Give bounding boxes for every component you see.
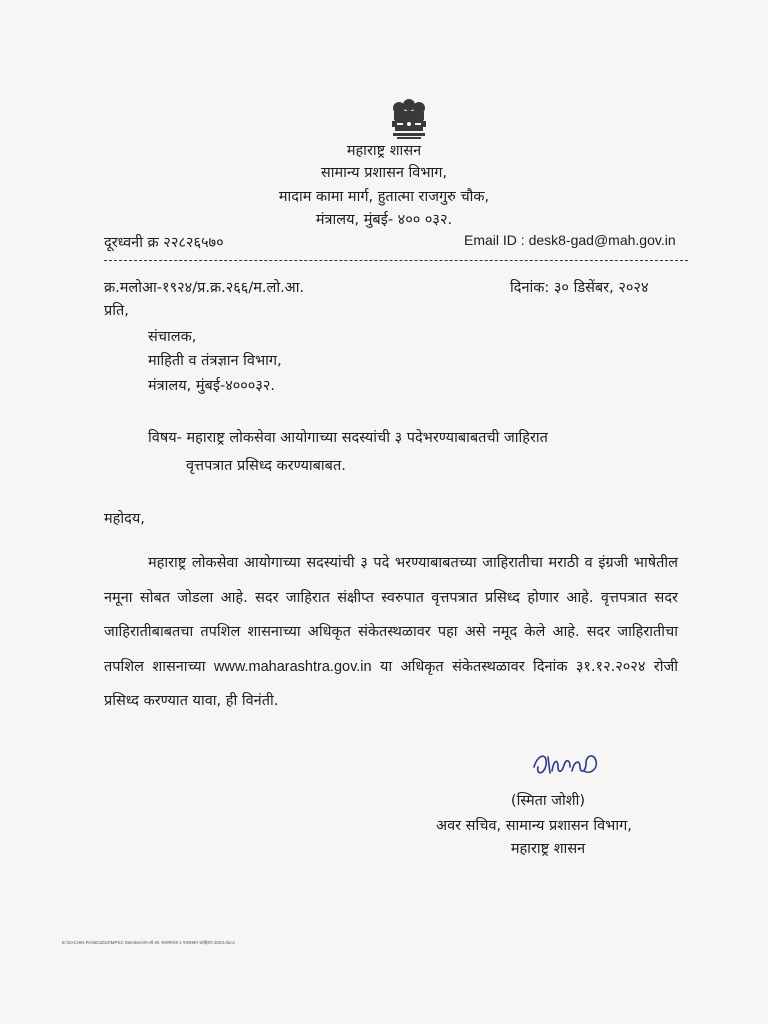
header-divider (104, 260, 688, 261)
state-emblem-icon (385, 96, 433, 142)
to-label: प्रति, (104, 303, 129, 319)
letterhead-city: मंत्रालय, मुंबई- ४०० ०३२. (315, 212, 453, 228)
letterhead-address: मादाम कामा मार्ग, हुतात्मा राजगुरु चौक, (278, 189, 490, 205)
signatory-name: (स्मिता जोशी) (510, 793, 586, 809)
body-paragraph (104, 546, 678, 719)
recipient-department: माहिती व तंत्रज्ञान विभाग, (148, 353, 282, 369)
email-address: desk8-gad@mah.gov.in (528, 232, 676, 248)
salutation: महोदय, (104, 511, 145, 527)
email-line (464, 232, 676, 248)
handwritten-signature (528, 745, 606, 783)
letterhead-department: सामान्य प्रशासन विभाग, (320, 165, 448, 181)
email-label: Email ID : (464, 232, 529, 248)
body-text-part1: महाराष्ट्र लोकसेवा आयोगाच्या सदस्यांची ३ पदे भरण्याबाबतच्या जाहिरातीचा मराठी व इंग्रजी भाषेतील नमूना सोबत जोडला आहे. सदर जाहिरात संक्षीप्त स्वरुपात वृत्तपत्रात प्रसिध्द होणार आहे. वृत्तपत्रात सदर जाहिरातीबाबतचा तपशिल शासनाच्या अधिकृत संकेतस्थळावर पहा असे नमूद केले आहे. सदर जाहिरातीचा तपशिल शासनाच्या (104, 555, 678, 675)
file-path-footer: E:\SACHIN RANE\2024\MPSC Members\म.लो.आ. सदस्यांच्या ३ पदाबाबत जाहिरात 2024.docx (62, 940, 235, 945)
recipient-title: संचालक, (148, 329, 197, 345)
signatory-office: महाराष्ट्र शासन (510, 841, 586, 857)
letterhead-government: महाराष्ट्र शासन (346, 143, 422, 159)
reference-number: क्र.मलोआ-१९२४/प्र.क्र.२६६/म.लो.आ. (104, 280, 305, 296)
signatory-designation: अवर सचिव, सामान्य प्रशासन विभाग, (436, 818, 632, 834)
phone-number: दूरध्वनी क्र २२८२६५७० (104, 235, 224, 251)
recipient-address: मंत्रालय, मुंबई-४०००३२. (148, 378, 276, 394)
letter-date: दिनांक: ३० डिसेंबर, २०२४ (510, 280, 649, 296)
subject-line-1: विषय- महाराष्ट्र लोकसेवा आयोगाच्या सदस्यांची ३ पदेभरण्याबाबतची जाहिरात (148, 430, 548, 446)
website-link[interactable]: www.maharashtra.gov.in (213, 658, 372, 675)
subject-line-2: वृत्तपत्रात प्रसिध्द करण्याबाबत. (186, 458, 346, 474)
body-text-part2: या अधिकृत संकेतस्थळावर दिनांक ३१.१२.२०२४ रोजी प्रसिध्द करण्यात यावा, ही विनंती. (104, 658, 678, 709)
